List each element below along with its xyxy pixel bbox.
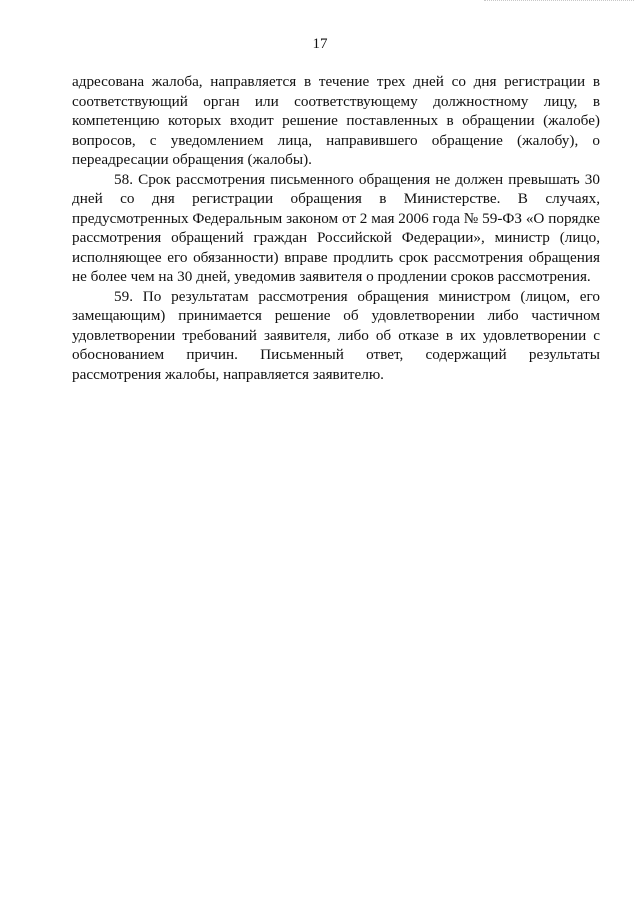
paragraph-continuation: адресована жалоба, направляется в течение трех дней со дня регистрации в соответствующий орган или соответствующему должностному лицу, в компетенцию которых входит решение поставленных в обращении (жалобе) вопросов, с уведомлением лица, направившего обращение (жалобу), о переадресации обращения (жалобы). [72,73,600,168]
page-number: 17 [312,36,328,52]
scan-edge-mark [484,0,634,3]
paragraph-59: 59. По результатам рассмотрения обращения министром (лицом, его замещающим) принимается решение об удовлетворении либо частичном удовлетворении требований заявителя, либо об отказе в их удовлетворении с обоснованием причин. Письменный ответ, содержащий результаты рассмотрения жалобы, направляется заявителю. [72,287,600,383]
document-body [72,72,600,384]
paragraph-58: 58. Срок рассмотрения письменного обращения не должен превышать 30 дней со дня регистрации обращения в Министерстве. В случаях, предусмотренных Федеральным законом от 2 мая 2006 года № 59-ФЗ «О порядке рассмотрения обращений граждан Российской Федерации», министр (лицо, исполняющее его обязанности) вправе продлить срок рассмотрения обращения не более чем на 30 дней, уведомив заявителя о продлении сроков рассмотрения. [72,170,600,285]
